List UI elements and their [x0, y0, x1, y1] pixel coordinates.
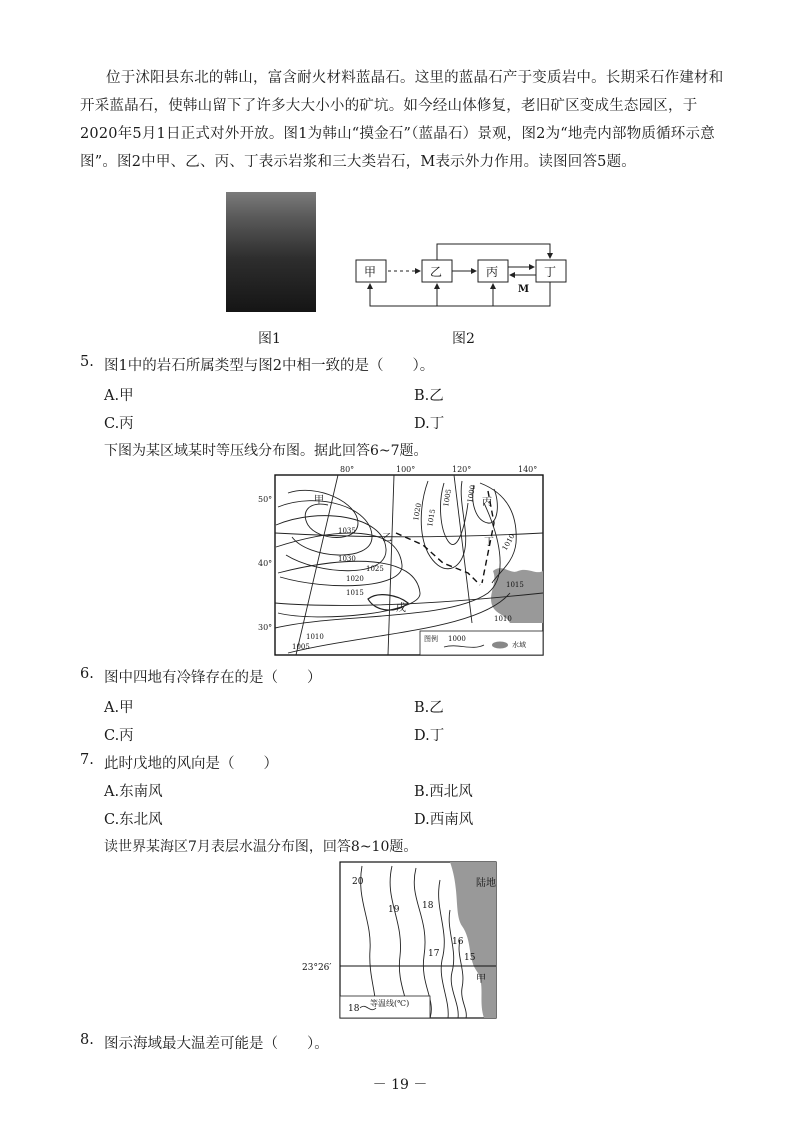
legend-text: 等温线(℃) [370, 999, 410, 1008]
figure-2-rock-cycle-diagram [350, 238, 575, 318]
lat-label: 30° [258, 623, 273, 632]
isobar-label: 1015 [506, 581, 524, 589]
cycle-box-yi: 乙 [430, 265, 443, 279]
isotherm-label: 16 [452, 937, 464, 947]
option-d[interactable]: D.丁 [414, 728, 445, 744]
isobar-label: 1025 [366, 565, 384, 573]
cycle-box-bing: 丙 [486, 265, 499, 279]
lead-text-8-10: 读世界某海区7月表层水温分布图，回答8~10题。 [104, 839, 418, 855]
place-jia: 甲 [476, 974, 486, 985]
lat-label: 50° [258, 495, 273, 504]
land-label: 陆地 [476, 878, 496, 889]
isotherm-label: 18 [422, 901, 434, 911]
question-text: 此时戊地的风向是（ ） [104, 756, 278, 772]
lon-label: 120° [452, 465, 472, 474]
figure-1-caption: 图1 [258, 331, 281, 347]
place-yi: 乙 [382, 533, 392, 544]
isobar-label: 1010 [500, 532, 517, 552]
page-number: － 19 － [372, 1077, 428, 1093]
option-b[interactable]: B.西北风 [414, 784, 473, 800]
legend-value: 18 [348, 1004, 360, 1014]
isobar-label: 1020 [412, 502, 424, 522]
isobar-label: 1010 [306, 633, 324, 641]
question-number: 7. [80, 752, 94, 768]
lat-label: 40° [258, 559, 273, 568]
question-number: 5. [80, 354, 94, 370]
lon-label: 100° [396, 465, 416, 474]
option-c[interactable]: C.丙 [104, 728, 134, 744]
option-c[interactable]: C.丙 [104, 416, 134, 432]
figure-2-caption: 图2 [452, 331, 475, 347]
place-bing: 丙 [482, 497, 492, 508]
option-d[interactable]: D.西南风 [414, 812, 474, 828]
question-number: 8. [80, 1032, 94, 1048]
isobar-label: 1010 [494, 615, 512, 623]
isotherm-label: 15 [464, 953, 476, 963]
question-text: 图示海域最大温差可能是（ ）。 [104, 1036, 329, 1052]
isobar-label: 1005 [292, 643, 310, 651]
option-a[interactable]: A.甲 [104, 700, 134, 716]
place-wu: 戊 [396, 603, 406, 614]
isobar-label: 1020 [346, 575, 364, 583]
option-a[interactable]: A.东南风 [104, 784, 163, 800]
legend-isobar: 1000 [448, 635, 466, 643]
cycle-box-ding: 丁 [544, 265, 557, 279]
tropic-lat-label: 23°26′ [302, 963, 332, 973]
isobar-map [248, 463, 548, 658]
legend-water: 水域 [512, 641, 526, 649]
isotherm-label: 20 [352, 877, 364, 887]
option-c[interactable]: C.东北风 [104, 812, 163, 828]
lon-label: 140° [518, 465, 538, 474]
isobar-label: 1000 [466, 484, 478, 504]
option-b[interactable]: B.乙 [414, 700, 444, 716]
question-text: 图1中的岩石所属类型与图2中相一致的是（ ）。 [104, 358, 435, 374]
isotherm-label: 19 [388, 905, 400, 915]
option-a[interactable]: A.甲 [104, 388, 134, 404]
isotherm-label: 17 [428, 949, 440, 959]
question-text: 图中四地有冷锋存在的是（ ） [104, 670, 322, 686]
isobar-label: 1030 [338, 555, 356, 563]
place-ding: 丁 [484, 537, 494, 548]
place-jia: 甲 [314, 495, 324, 506]
sea-surface-temperature-map [300, 860, 500, 1020]
cycle-box-jia: 甲 [364, 265, 377, 279]
isobar-label: 1015 [426, 508, 438, 528]
isobar-label: 1005 [442, 488, 454, 508]
lon-label: 80° [340, 465, 355, 474]
figure-1-photo [226, 192, 316, 312]
question-number: 6. [80, 666, 94, 682]
isobar-label: 1015 [346, 589, 364, 597]
intro-paragraph: 位于沭阳县东北的韩山，富含耐火材料蓝晶石。这里的蓝晶石产于变质岩中。长期采石作建材和开采蓝晶石，使韩山留下了许多大大小小的矿坑。如今经山体修复，老旧矿区变成生态园区，于2020年5月1日正式对外开放。图1为韩山“摸金石”（蓝晶石）景观，图2为“地壳内部物质循环示意图”。图2中甲、乙、丙、丁表示岩浆和三大类岩石，M表示外力作用。读图回答5题。 [80, 70, 724, 170]
lead-text-6-7: 下图为某区域某时等压线分布图。据此回答6~7题。 [104, 443, 428, 459]
option-b[interactable]: B.乙 [414, 388, 444, 404]
isobar-label: 1035 [338, 527, 356, 535]
legend-title: 图例 [424, 635, 438, 643]
cycle-m-label: M [518, 284, 530, 295]
option-d[interactable]: D.丁 [414, 416, 445, 432]
